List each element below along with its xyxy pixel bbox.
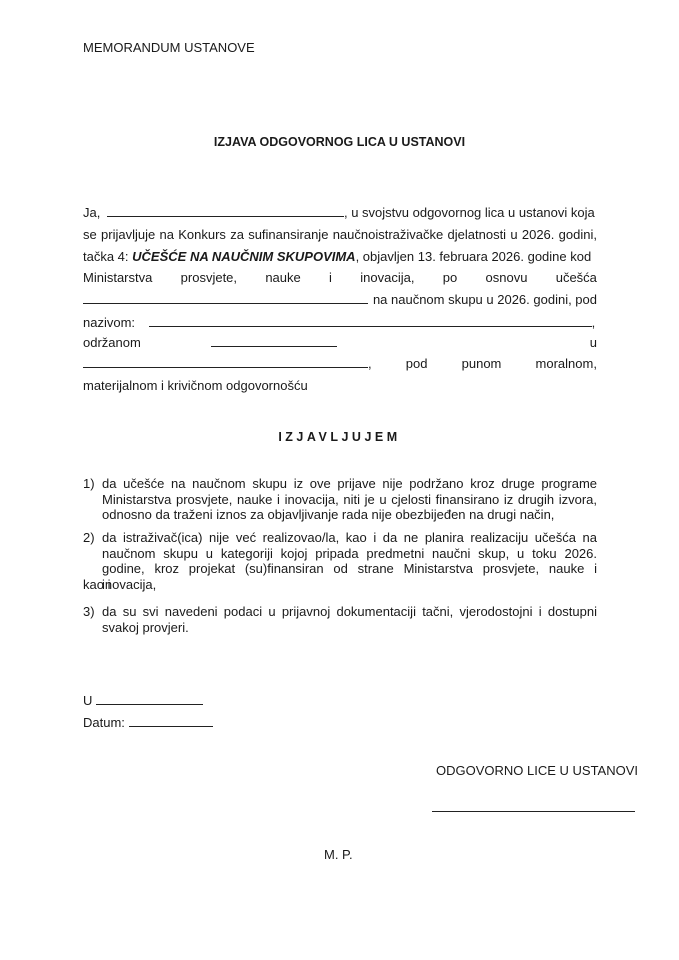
word: prosvjete, bbox=[180, 270, 238, 285]
body-line-2: se prijavljuje na Konkurs za sufinansiranje naučnoistraživačke djelatnosti u 2026. godini, bbox=[83, 227, 597, 242]
location-blank[interactable] bbox=[83, 356, 368, 368]
word: učešća bbox=[555, 270, 597, 285]
document-title: IZJAVA ODGOVORNOG LICA U USTANOVI bbox=[213, 135, 466, 149]
signature-line[interactable] bbox=[432, 811, 635, 812]
declaration-item-2 bbox=[83, 530, 597, 592]
declaration-item-1 bbox=[83, 476, 597, 523]
declaration-item-3 bbox=[83, 604, 597, 635]
body-line-4 bbox=[83, 270, 597, 286]
item-number: 1) bbox=[83, 476, 95, 491]
declare-heading: IZJAVLJUJEM bbox=[278, 430, 401, 444]
body-line-7 bbox=[83, 335, 597, 351]
place-field bbox=[83, 693, 203, 708]
word: po bbox=[442, 270, 458, 285]
memorandum-header: MEMORANDUM USTANOVE bbox=[83, 40, 255, 55]
word: i bbox=[329, 270, 332, 285]
item-text: da su svi navedeni podaci u prijavnoj dokumentaciji tačni, vjerodostojni i dostupni svakoj provjeri. bbox=[102, 604, 597, 635]
body-line-6: nazivom: , bbox=[83, 315, 596, 330]
word: Ministarstva bbox=[83, 270, 153, 285]
text: nazivom: bbox=[83, 315, 136, 330]
body-line-8: , pod punom moralnom, bbox=[83, 356, 597, 372]
call-title: UČEŠĆE NA NAUČNIM SKUPOVIMA bbox=[132, 249, 356, 264]
text: u bbox=[589, 335, 597, 350]
date-field bbox=[83, 715, 213, 730]
body-line-1 bbox=[83, 205, 597, 221]
text: Ja, bbox=[83, 205, 101, 220]
place-blank[interactable] bbox=[96, 693, 203, 705]
text: na naučnom skupu u 2026. godini, pod bbox=[372, 292, 597, 307]
text: , u svojstvu odgovornog lica u ustanovi koja bbox=[343, 205, 595, 220]
item-text: da istraživač(ica) nije već realizovao/la, kao i da ne planira realizaciju učešća na naučnom skupu u kategoriji kojoj pripada predmetni naučni skup, u toku 2026. godine, kroz projekat (su)finansiran od strane Ministarstva prosvjete, nauke i inovacija, bbox=[102, 530, 597, 592]
date-held-blank[interactable] bbox=[211, 335, 337, 347]
word: pod bbox=[405, 356, 428, 371]
item-number: 3) bbox=[83, 604, 95, 619]
conference-name-blank[interactable] bbox=[149, 315, 592, 327]
word: osnovu bbox=[485, 270, 528, 285]
word: inovacija, bbox=[360, 270, 415, 285]
text: održanom bbox=[83, 335, 141, 350]
text: , objavljen 13. februara 2026. godine kod bbox=[355, 249, 592, 264]
word: nauke bbox=[265, 270, 301, 285]
date-label: Datum: bbox=[83, 715, 125, 730]
kao-i-text: kao i bbox=[83, 577, 111, 592]
date-blank[interactable] bbox=[129, 715, 213, 727]
body-line-3 bbox=[83, 249, 597, 265]
stamp-label: M. P. bbox=[324, 847, 353, 862]
name-blank[interactable] bbox=[107, 205, 344, 217]
text: tačka 4: bbox=[83, 249, 129, 264]
body-line-5 bbox=[83, 292, 597, 308]
word: moralnom, bbox=[535, 356, 597, 371]
word: punom bbox=[461, 356, 502, 371]
item-number: 2) bbox=[83, 530, 95, 545]
body-line-9: materijalnom i krivičnom odgovornošću bbox=[83, 378, 308, 393]
place-label: U bbox=[83, 693, 93, 708]
participation-blank[interactable] bbox=[83, 292, 368, 304]
item-text: da učešće na naučnom skupu iz ove prijave nije podržano kroz druge programe Ministarstva prosvjete, nauke i inovacija, niti je u cjelosti finansirano iz drugih izvora, odnosno da traženi iznos za objavljivanje rada nije obezbijeđen na drugi način, bbox=[102, 476, 597, 522]
signatory-label: ODGOVORNO LICE U USTANOVI bbox=[436, 763, 639, 778]
